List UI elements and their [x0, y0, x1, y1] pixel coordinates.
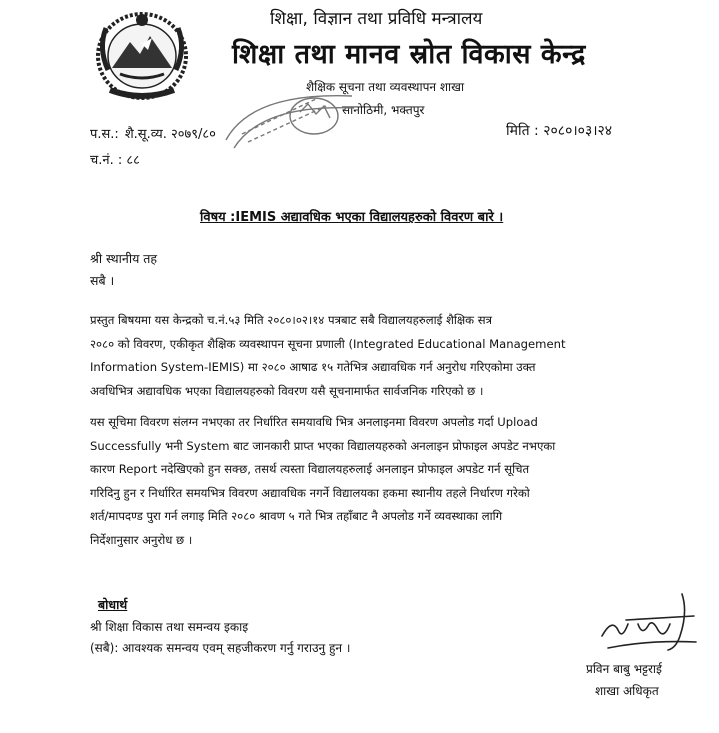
paragraph-line: Information System-IEMIS) मा २०८० आषाढ १५ गतेभित्र अद्यावधिक गर्न अनुरोध गरिएकोमा उक्त: [90, 360, 536, 374]
cc-instruction: (सबै): आवश्यक समन्वय एवम् सहजीकरण गर्नु गराउनु हुन ।: [90, 641, 351, 655]
addressee-line: सबै ।: [90, 273, 115, 288]
cc-recipient: श्री शिक्षा विकास तथा समन्वय इकाइ: [90, 620, 249, 634]
paragraph-line: कारण Report नदेखिएको हुन सक्छ, तसर्थ त्यस्ता विद्यालयहरुलाई अनलाइन प्रोफाइल अपडेट गर्न सूचित: [90, 462, 530, 476]
body-paragraph: [90, 411, 680, 552]
paragraph-line: गरिदिनु हुन र निर्धारित समयभित्र विवरण अद्यावधिक नगर्ने विद्यालयका हकमा स्थानीय तहले निर्धारण गरेको: [90, 485, 530, 500]
body-paragraph: [90, 309, 680, 403]
paragraph-line: यस सूचिमा विवरण संलग्न नभएका तर निर्धारित समयावधि भित्र अनलाइनमा विवरण अपलोड गर्दा Upload: [90, 415, 538, 429]
letter-date: मिति : २०८०।०३।२४: [506, 123, 613, 139]
dispatch-number: च.नं. : ८८: [90, 153, 140, 168]
letter-number: प.स.: शै.सू.व्य. २०७९/८०: [90, 127, 216, 142]
office-address: सानोठिमी, भक्तपुर: [342, 103, 425, 117]
section-name: शैक्षिक सूचना तथा व्यवस्थापन शाखा: [306, 80, 465, 94]
cc-heading: बोधार्थ: [98, 597, 128, 612]
paragraph-line: प्रस्तुत बिषयमा यस केन्द्रको च.नं.५३ मिति २०८०।०२।१४ पत्रबाट सबै विद्यालयहरुलाई शैक्षिक सत्र: [90, 313, 492, 327]
centre-name: शिक्षा तथा मानव स्रोत विकास केन्द्र: [232, 39, 586, 70]
subject-line: विषय :IEMIS अद्यावधिक भएका विद्यालयहरुको विवरण बारे ।: [200, 210, 504, 225]
paragraph-line: शर्त/मापदण्ड पुरा गर्न लगाइ मिति २०८० श्रावण ५ गते भित्र तहाँबाट नै अपलोड गर्ने व्यवस्थाका लागि: [90, 509, 503, 523]
addressee-line: श्री स्थानीय तह: [90, 251, 158, 266]
paragraph-line: Successfully भनी System बाट जानकारी प्राप्त भएका विद्यालयहरुको अनलाइन प्रोफाइल अपडेट नभएका: [90, 438, 556, 453]
signatory-designation: शाखा अधिकृत: [595, 684, 659, 698]
paragraph-line: निर्देशानुसार अनुरोध छ ।: [90, 532, 193, 547]
government-emblem-icon: [92, 8, 192, 104]
signature-icon: [598, 590, 702, 656]
paragraph-line: २०८० को विवरण, एकीकृत शैक्षिक व्यवस्थापन सूचना प्रणाली (Integrated Educational Management: [90, 336, 566, 351]
ministry-name: शिक्षा, विज्ञान तथा प्रविधि मन्त्रालय: [270, 9, 483, 29]
paragraph-line: अवधिभित्र अद्यावधिक भएका विद्यालयहरुको विवरण यसै सूचनामार्फत सार्वजनिक गरिएको छ ।: [90, 383, 484, 398]
signatory-name: प्रविन बाबु भट्टराई: [586, 662, 662, 676]
office-stamp-icon: [222, 90, 358, 154]
